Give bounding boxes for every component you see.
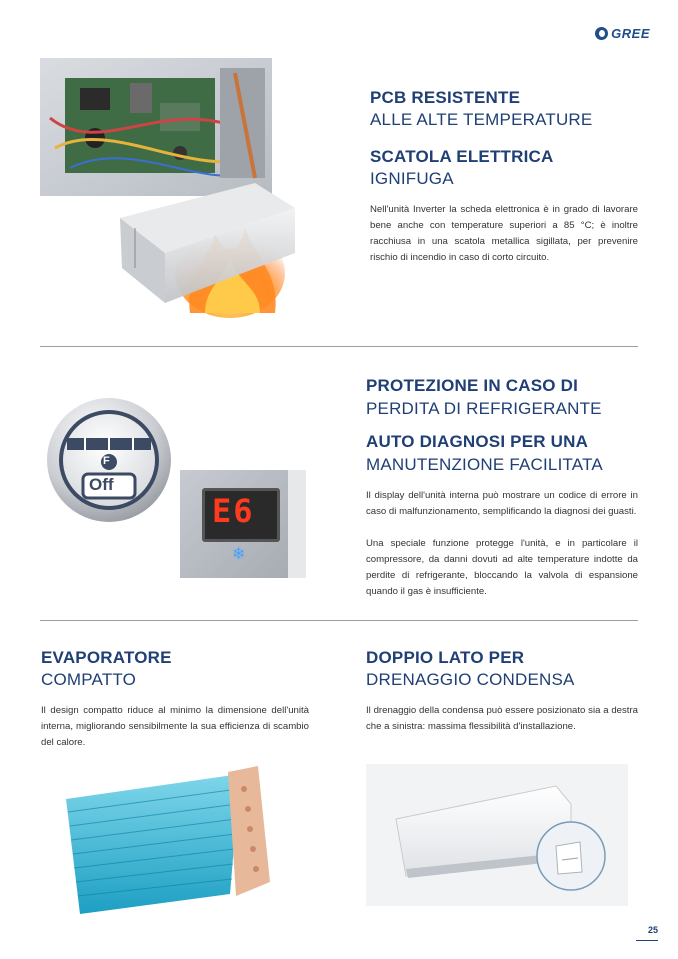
page-number: 25 <box>647 925 658 935</box>
section3-title-light: COMPATTO <box>41 670 137 689</box>
gree-logo-icon <box>595 27 608 40</box>
evaporator-image <box>58 764 280 914</box>
section2-title2-bold: AUTO DIAGNOSI PER UNA <box>366 432 589 451</box>
error-code: E6 <box>212 492 255 530</box>
error-code-display-image <box>180 470 306 578</box>
section1-title2-bold: SCATOLA ELETTRICA <box>370 147 554 166</box>
divider-1 <box>40 346 638 347</box>
page-number-rule <box>636 940 658 941</box>
indoor-unit-image <box>366 764 628 906</box>
badge-off-label: Off <box>89 475 114 494</box>
section2-body1: Il display dell'unità interna può mostrare un codice di errore in caso di malfunzionamento, semplificando la diagnosi dei guasti. <box>366 490 638 517</box>
section4-title-light: DRENAGGIO CONDENSA <box>366 670 575 689</box>
section2-body2: Una speciale funzione protegge l'unità, e in particolare il compressore, da danni dovuti ad alte temperature indotte da perdite di refrigerante, bloccando la valvola di espansione quando il gas è insufficiente. <box>366 538 638 597</box>
section2-title1-bold: PROTEZIONE IN CASO DI <box>366 376 578 395</box>
section1-title1-light: ALLE ALTE TEMPERATURE <box>370 110 593 129</box>
section1-title2-light: IGNIFUGA <box>370 169 454 188</box>
section3-title-bold: EVAPORATORE <box>41 648 172 667</box>
section2-title2-light: MANUTENZIONE FACILITATA <box>366 455 603 474</box>
section2-title1-light: PERDITA DI REFRIGERANTE <box>366 399 602 418</box>
gree-logo <box>595 26 650 41</box>
section1-title1-bold: PCB RESISTENTE <box>370 88 521 107</box>
section4-body: Il drenaggio della condensa può essere posizionato sia a destra che a sinistra: massima flessibilità d'installazione. <box>366 705 638 732</box>
badge-letter: F <box>103 455 110 467</box>
divider-2 <box>40 620 638 621</box>
pcb-electrical-box-image <box>40 58 298 320</box>
section1-body: Nell'unità Inverter la scheda elettronica è in grado di lavorare bene anche con temperature superiori a 85 °C; è inoltre racchiusa in una scatola metallica sigillata, per prevenire rischio di incendio in caso di corto circuito. <box>370 204 638 263</box>
refrigerant-off-badge <box>45 396 173 524</box>
section3-body: Il design compatto riduce al minimo la dimensione dell'unità interna, migliorando sensibilmente la sua efficienza di scambio del calore. <box>41 705 309 748</box>
snowflake-icon: ❄ <box>232 546 246 563</box>
panel-edge <box>288 470 306 578</box>
section4-title-bold: DOPPIO LATO PER <box>366 648 525 667</box>
gree-logo-text: GREE <box>611 26 650 41</box>
